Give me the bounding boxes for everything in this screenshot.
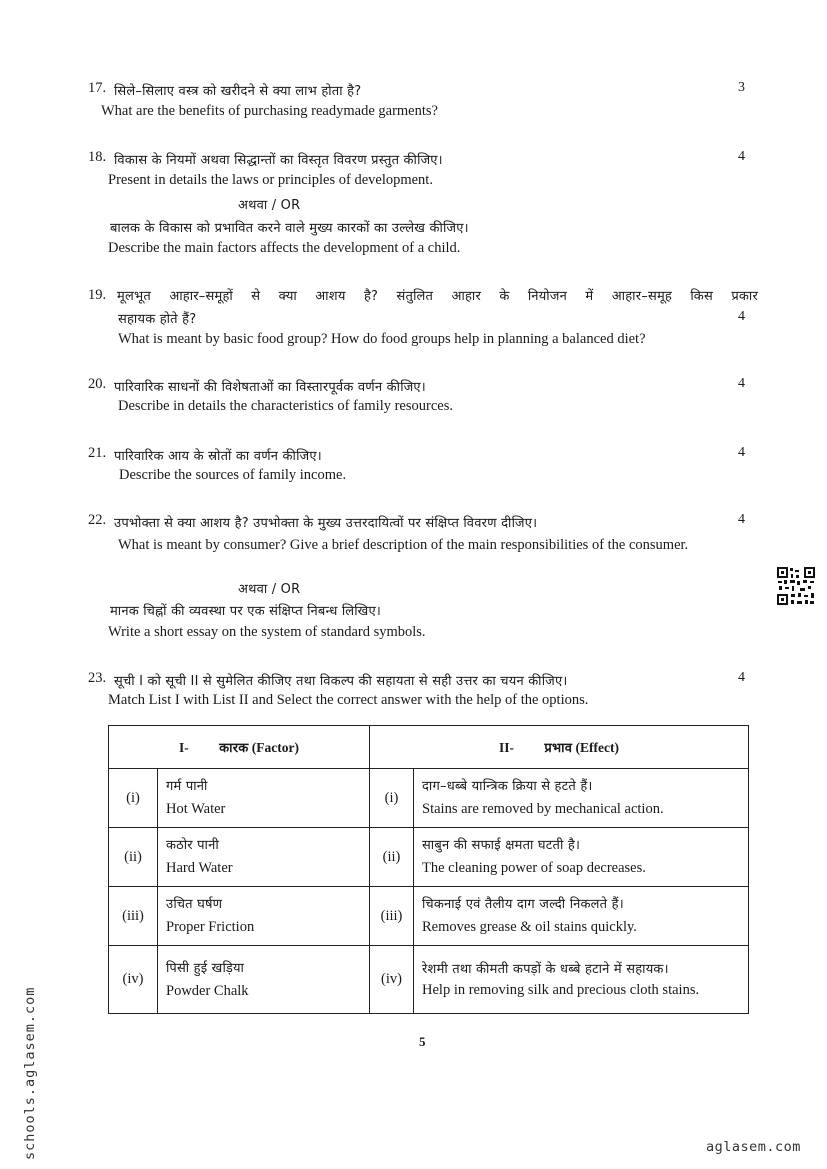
list-two-header xyxy=(370,726,749,769)
list-two-title-hindi: प्रभाव xyxy=(544,741,573,756)
q17-english: What are the benefits of purchasing readymade garments? xyxy=(101,103,438,119)
row-left-number: (i) xyxy=(109,769,158,828)
match-table-header xyxy=(109,726,749,769)
q20-hindi: पारिवारिक साधनों की विशेषताओं का विस्तारपूर्वक वर्णन कीजिए। xyxy=(114,380,426,395)
q21-hindi: पारिवारिक आय के स्रोतों का वर्णन कीजिए। xyxy=(114,449,322,464)
q22-marks: 4 xyxy=(738,512,745,527)
q23-english: Match List I with List II and Select the correct answer with the help of the options. xyxy=(108,692,589,708)
q22-alt-english: Write a short essay on the system of standard symbols. xyxy=(108,624,426,640)
q18-english: Present in details the laws or principles of development. xyxy=(108,172,433,188)
row-left-number: (ii) xyxy=(109,828,158,887)
effect-hindi: चिकनाई एवं तैलीय दाग जल्दी निकलते हैं। xyxy=(422,897,624,912)
q18-or: अथवा / OR xyxy=(238,198,301,213)
q17-marks: 3 xyxy=(738,80,745,95)
q18-number: 18. xyxy=(88,149,107,165)
q17-number: 17. xyxy=(88,80,107,96)
effect-hindi: रेशमी तथा कीमती कपड़ों के धब्बे हटाने में सहायक। xyxy=(422,961,669,977)
q22-english: What is meant by consumer? Give a brief description of the main responsibilities of the consumer. xyxy=(118,537,689,553)
q19-marks: 4 xyxy=(738,309,745,324)
effect-english: Help in removing silk and precious cloth stains. xyxy=(422,981,700,998)
q19-number: 19. xyxy=(88,287,107,303)
factor-english: Proper Friction xyxy=(166,919,255,935)
q18-alt-english: Describe the main factors affects the development of a child. xyxy=(108,240,461,256)
qr-code-icon xyxy=(776,566,816,606)
q23-marks: 4 xyxy=(738,670,745,685)
effect-english: The cleaning power of soap decreases. xyxy=(422,860,646,876)
table-row xyxy=(109,828,749,887)
q21-marks: 4 xyxy=(738,445,745,460)
bottom-watermark: aglasem.com xyxy=(706,1139,801,1155)
list-one-number: I- xyxy=(179,740,189,755)
factor-hindi: पिसी हुई खड़िया xyxy=(166,960,245,976)
effect-hindi: साबुन की सफाई क्षमता घटती है। xyxy=(422,838,581,853)
factor-cell xyxy=(158,887,370,946)
effect-cell xyxy=(414,887,749,946)
list-one-title-english: (Factor) xyxy=(251,740,299,755)
q18-alt-hindi: बालक के विकास को प्रभावित करने वाले मुख्य कारकों का उल्लेख कीजिए। xyxy=(110,221,469,236)
q20-english: Describe in details the characteristics of family resources. xyxy=(118,398,453,414)
factor-cell xyxy=(158,828,370,887)
q22-or: अथवा / OR xyxy=(238,582,301,597)
effect-cell xyxy=(414,946,749,1014)
page-number: 5 xyxy=(419,1034,426,1049)
list-one-header xyxy=(109,726,370,769)
factor-english: Hard Water xyxy=(166,860,233,876)
q19-hindi-line2: सहायक होते हैं? xyxy=(118,312,197,327)
effect-english: Removes grease & oil stains quickly. xyxy=(422,919,637,935)
factor-hindi: गर्म पानी xyxy=(166,779,208,794)
q17-hindi: सिले–सिलाए वस्त्र को खरीदने से क्या लाभ होता है? xyxy=(114,84,362,99)
match-table xyxy=(108,725,749,1014)
side-watermark: schools.aglasem.com xyxy=(22,986,38,1160)
row-right-number: (i) xyxy=(370,769,414,828)
factor-hindi: कठोर पानी xyxy=(166,838,219,853)
q23-number: 23. xyxy=(88,670,107,686)
q22-number: 22. xyxy=(88,512,107,528)
q18-hindi: विकास के नियमों अथवा सिद्धान्तों का विस्तृत विवरण प्रस्तुत कीजिए। xyxy=(114,153,443,168)
q20-number: 20. xyxy=(88,376,107,392)
q19-english: What is meant by basic food group? How do food groups help in planning a balanced diet? xyxy=(118,331,646,347)
table-row xyxy=(109,769,749,828)
table-row xyxy=(109,887,749,946)
list-two-number: II- xyxy=(499,740,515,755)
q19-hindi-line1: मूलभूत आहार–समूहों से क्या आशय है? संतुलित आहार के नियोजन में आहार–समूह किस प्रकार xyxy=(117,289,758,304)
row-right-number: (ii) xyxy=(370,828,414,887)
effect-hindi: दाग–धब्बे यान्त्रिक क्रिया से हटते हैं। xyxy=(422,779,593,794)
factor-english: Hot Water xyxy=(166,801,226,817)
effect-cell xyxy=(414,769,749,828)
q22-alt-hindi: मानक चिह्नों की व्यवस्था पर एक संक्षिप्त निबन्ध लिखिए। xyxy=(110,604,381,619)
q22-hindi: उपभोक्ता से क्या आशय है? उपभोक्ता के मुख्य उत्तरदायित्वों पर संक्षिप्त विवरण दीजिए। xyxy=(114,516,538,531)
q23-hindi: सूची I को सूची II से सुमेलित कीजिए तथा विकल्प की सहायता से सही उत्तर का चयन कीजिए। xyxy=(114,674,568,689)
effect-english: Stains are removed by mechanical action. xyxy=(422,801,664,817)
q18-marks: 4 xyxy=(738,149,745,164)
factor-hindi: उचित घर्षण xyxy=(166,897,223,912)
factor-cell xyxy=(158,769,370,828)
table-row xyxy=(109,946,749,1014)
row-left-number: (iv) xyxy=(109,946,158,1014)
row-left-number: (iii) xyxy=(109,887,158,946)
effect-cell xyxy=(414,828,749,887)
list-two-title-english: (Effect) xyxy=(575,740,619,755)
list-one-title-hindi: कारक xyxy=(219,741,249,756)
q20-marks: 4 xyxy=(738,376,745,391)
row-right-number: (iii) xyxy=(370,887,414,946)
q21-number: 21. xyxy=(88,445,107,461)
row-right-number: (iv) xyxy=(370,946,414,1014)
factor-cell xyxy=(158,946,370,1014)
factor-english: Powder Chalk xyxy=(166,982,249,999)
q21-english: Describe the sources of family income. xyxy=(119,467,347,483)
